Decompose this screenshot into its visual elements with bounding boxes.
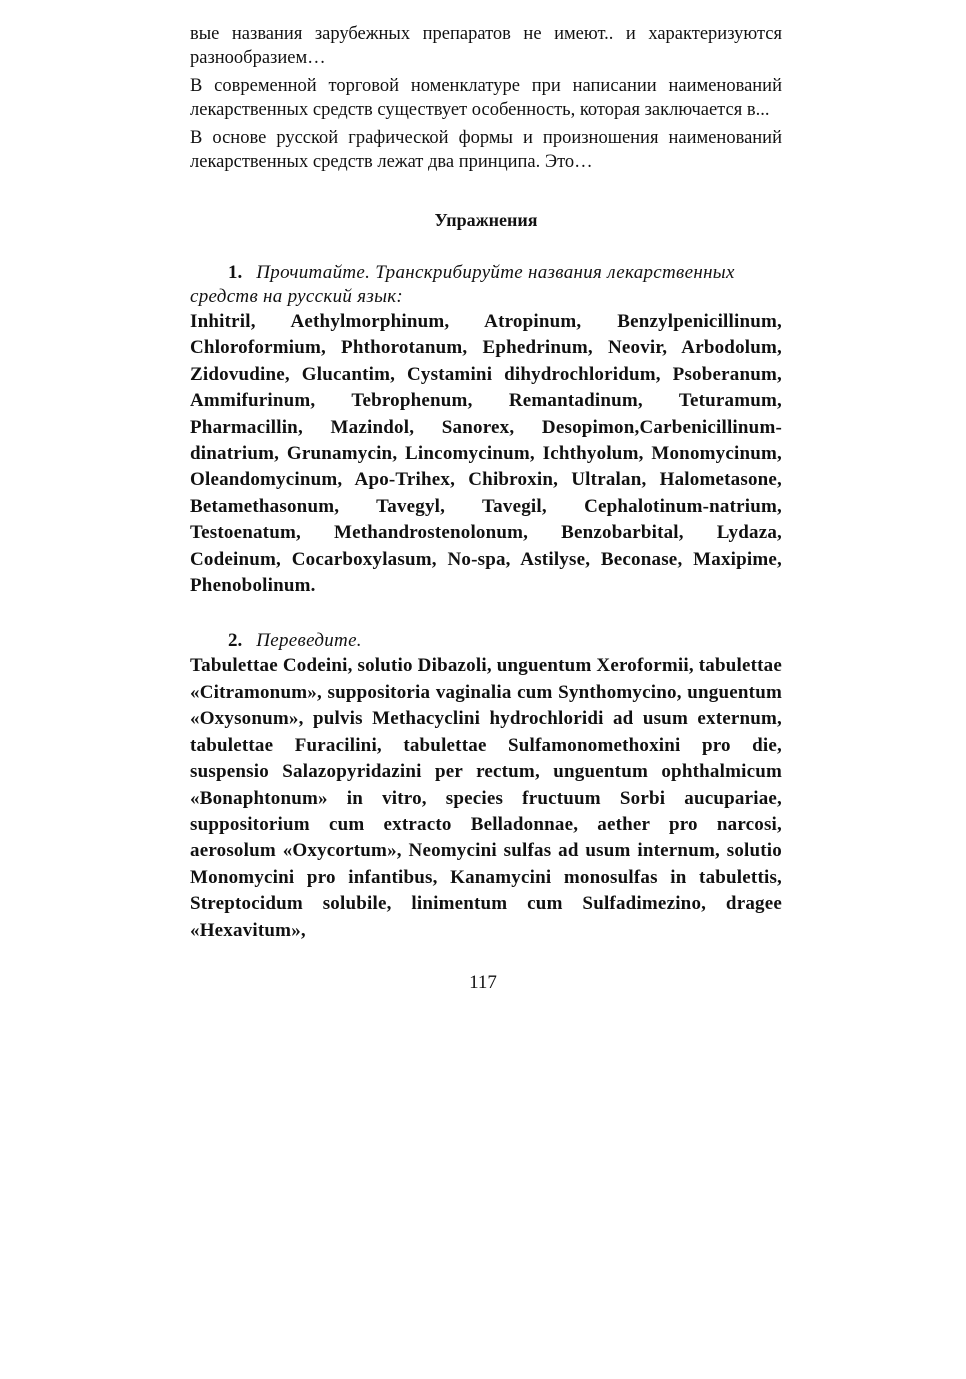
section-title: Упражнения xyxy=(434,210,538,230)
exercise-2-body: Tabulettae Codeini, solutio Dibazoli, unguentum Xeroformii, tabulettae «Citramonum», suppositoria vaginalia cum Synthomycino, unguentum «Oxysonum», pulvis Methacyclini hydrochloridi ad usum externum, tabulettae Furacilini, tabulettae Sulfamonomethoxini pro die, suspensio Salazopyridazini per rectum, unguentum ophthalmicum «Bonaphtonum» in vitro, species fructuum Sorbi aucupariae, suppositorium cum extracto Belladonnae, aether pro narcosi, aerosolum «Oxycortum», Neomycini sulfas ad usum internum, solutio Monomycini pro infantibus, Kanamycini monosulfas in tabulettis, Streptocidum solubile, linimentum cum Sulfadimezino, dragee «Hexavitum», xyxy=(190,655,782,941)
exercise-1-body: Inhitril, Aethylmorphinum, Atropinum, Benzylpenicillinum, Chloroformium, Phthorotanum, Ephedrinum, Neovir, Arbodolum, Zidovudine, Glucantim, Cystamini dihydrochloridum, Psoberanum, Ammifurinum, Tebrophenum, Remantadinum, Teturamum, Pharmacillin, Mazindol, Sanorex, Desopimon,Carbenicillinum-dinatrium, Grunamycin, Lincomycinum, Ichthyolum, Monomycinum, Oleandomycinum, Apo-Trihex, Chibroxin, Ultralan, Halometasone, Betamethasonum, Tavegyl, Tavegil, Cephalotinum-natrium, Testoenatum, Methandrostenolonum, Benzobarbital, Lydaza, Codeinum, Cocarboxylasum, No-spa, Astilyse, Beconase, Maxipime, Phenobolinum. xyxy=(190,311,782,597)
intro-paragraph-1: вые названия зарубежных препаратов не имеют.. и характеризуются разнообразием… xyxy=(190,24,782,68)
intro-paragraph-3: В основе русской графической формы и произношения наименований лекарственных средств лежат два принципа. Это… xyxy=(190,128,782,172)
intro-paragraph-2: В современной торговой номенклатуре при написании наименований лекарственных средств существует особенность, которая заключается в... xyxy=(190,76,782,120)
exercise-2-number: 2. xyxy=(228,630,243,652)
exercise-2 xyxy=(190,629,782,943)
page-number: 117 xyxy=(469,972,497,993)
exercise-1-header xyxy=(190,261,782,309)
exercise-1-number: 1. xyxy=(228,262,243,283)
exercise-2-task: Переведите. xyxy=(256,630,362,652)
exercise-2-header xyxy=(190,629,782,653)
page-content xyxy=(190,22,782,974)
exercise-1-task: Прочитайте. Транскрибируйте названия лекарственных средств на русский язык: xyxy=(190,262,735,307)
exercise-1 xyxy=(190,261,782,599)
